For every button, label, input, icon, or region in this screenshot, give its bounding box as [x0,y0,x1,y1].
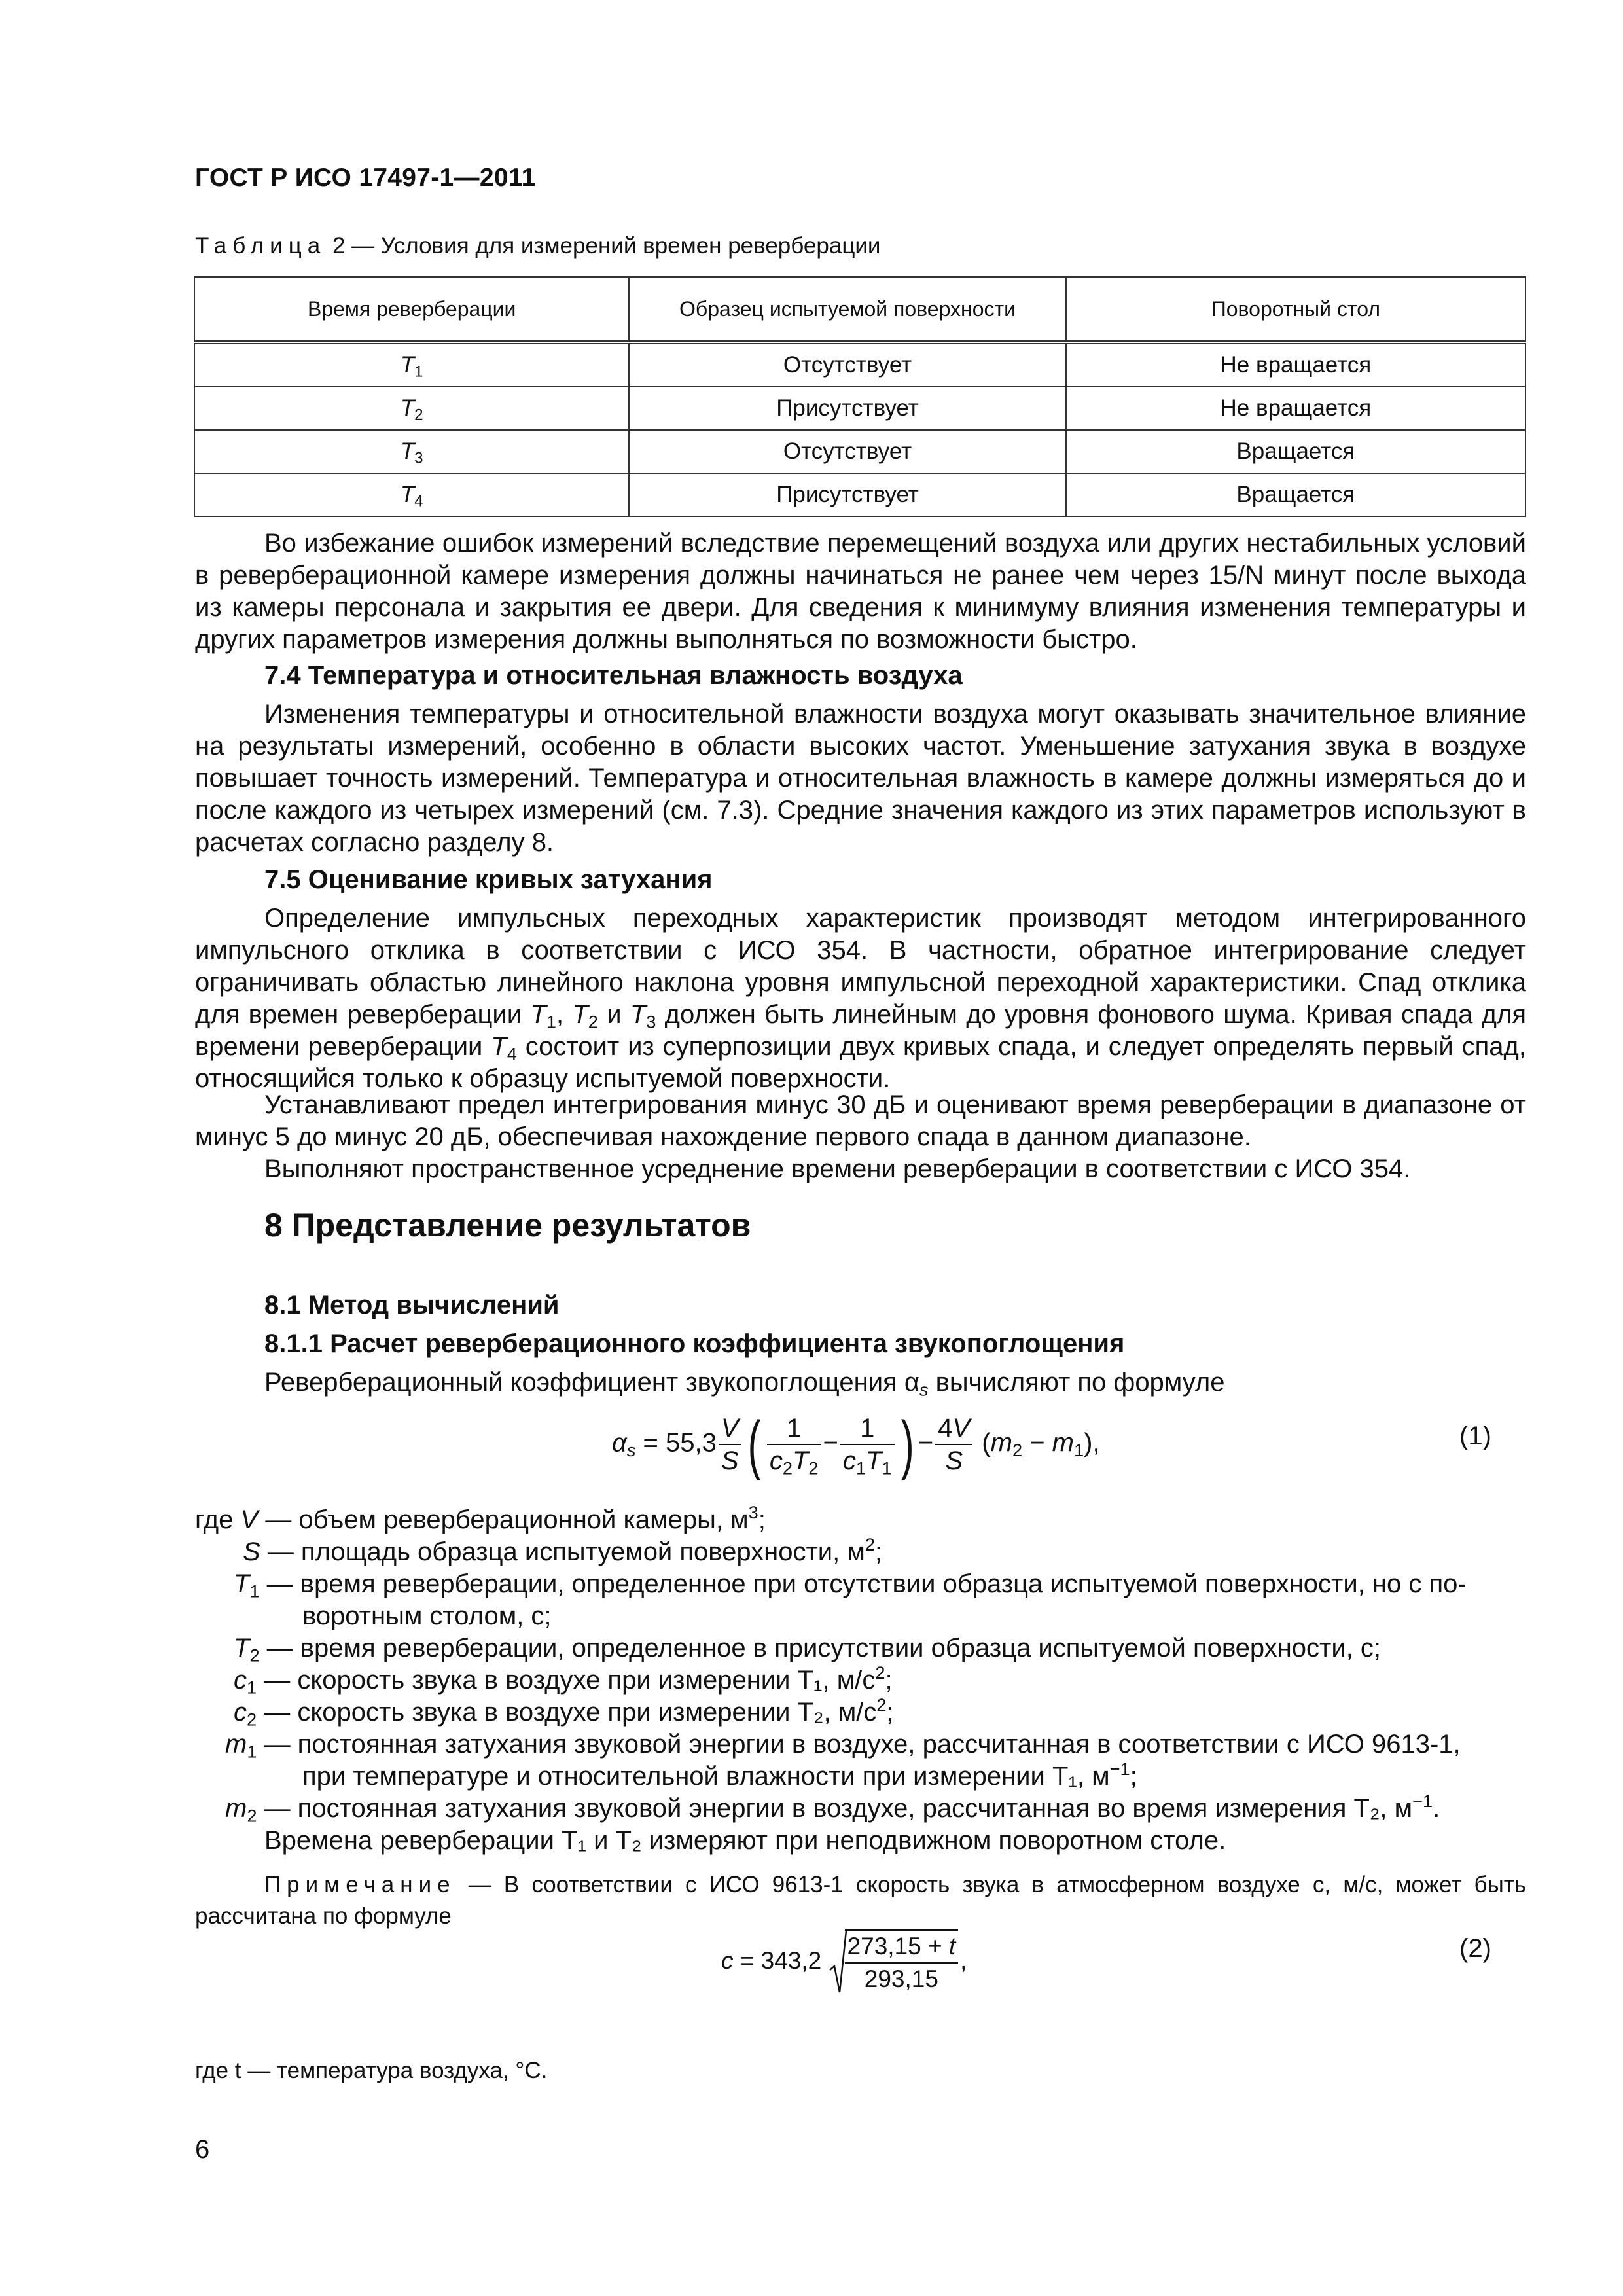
sample-cell: Присутствует [629,387,1065,430]
section-7-5-paragraph-3: Выполняют пространственное усреднение времени реверберации в соответствии с ИСО 354. [264,1155,1411,1183]
page-number: 6 [195,2135,210,2164]
air-movement-paragraph: Во избежание ошибок измерений вследствие перемещений воздуха или других нестабильных условий в реверберационной камере измерения должны начинаться не ранее чем через 15/N минут после выхода из камеры персонала и закрытия ее двери. Для сведения к минимуму влияния изменения температуры и других параметров измерения должны выполняться по возможности быстро. [195,529,1526,654]
section-8-1-heading: 8.1 Метод вычислений [264,1291,560,1319]
table-row [194,430,1525,473]
reverberation-times-statement: Времена реверберации T₁ и T₂ измеряют при неподвижном поворотном столе. [264,1826,1226,1855]
section-8-1-1-heading: 8.1.1 Расчет реверберационного коэффициента звукопоглощения [264,1329,1125,1358]
square-root-icon [829,1929,847,1995]
column-header: Поворотный стол [1066,277,1525,342]
definition-m1-continued: при температуре и относительной влажности при измерении T₁, $м^{-1}$; [302,1759,1137,1791]
table-row [194,342,1525,387]
definition-m1: $m_1$ — постоянная затухания звуковой энергии в воздухе, рассчитанная в соответствии с ИСО 9613-1, [225,1730,1461,1762]
turntable-cell: Не вращается [1066,342,1525,387]
turntable-cell: Не вращается [1066,387,1525,430]
section-7-5-heading: 7.5 Оценивание кривых затухания [264,865,713,894]
document-id-header: ГОСТ Р ИСО 17497-1—2011 [195,164,536,192]
definition-T1-continued: воротным столом, с; [302,1602,552,1630]
equation-1: $\alpha_s = 55,3$ $\frac{V}{S}$ ( $\frac{1}{c_2T_2}$ − $\frac{1}{c_1T_1}$ ) − $\frac{4V}{S}$ $(m_2 - m_1)$, [612,1408,1100,1481]
section-7-5-paragraph-2: Устанавливают предел интегрирования минус 30 дБ и оценивают время реверберации в диапазоне от минус 5 до минус 20 дБ, обеспечивая нахождение первого спада в данном диапазоне. [195,1090,1526,1151]
turntable-cell: Вращается [1066,473,1525,516]
column-header: Образец испытуемой поверхности [629,277,1065,342]
reverberation-time-cell: $T_3$ [194,430,629,473]
section-7-5-paragraph-1: Определение импульсных переходных характеристик производят методом интегрированного импульсного отклика в соответствии с ИСО 354. В частности, обратное интегрирование следует ограничивать областью линейного наклона уровня импульсной переходной характеристики. Спад отклика для времен реверберации $T_1$, $T_2$ и $T_3$ должен быть линейным до уровня фонового шума. Кривая спада для времени реверберации $T_4$ состоит из суперпозиции двух кривых спада, и следует определять первый спад, относящийся только к образцу испытуемой поверхности. [195,904,1526,1093]
formula-intro: Реверберационный коэффициент звукопоглощения $\alpha_s$ вычисляют по формуле [264,1368,1225,1400]
table-caption-word: Таблица [195,233,327,259]
turntable-cell: Вращается [1066,430,1525,473]
equation-1-number: (1) [1459,1422,1491,1450]
reverberation-time-cell: $T_4$ [194,473,629,516]
sample-cell: Присутствует [629,473,1065,516]
section-7-4-text: Изменения температуры и относительной влажности воздуха могут оказывать значительное влияние на результаты измерений, особенно в области высоких частот. Уменьшение затухания звука в воздухе повышает точность измерений. Температура и относительная влажность в камере должны измеряться до и после каждого из четырех измерений (см. 7.3). Средние значения каждого из этих параметров используют в расчетах согласно разделу 8. [195,700,1526,857]
reverberation-conditions-table [194,276,1526,517]
definition-m2: $m_2$ — постоянная затухания звуковой энергии в воздухе, рассчитанная во время измерения T₂, $м^{-1}$. [225,1791,1440,1826]
section-8-heading: 8 Представление результатов [264,1207,751,1244]
table-header-row [194,277,1525,342]
reverberation-time-cell: $T_2$ [194,387,629,430]
definition-S: S — площадь образца испытуемой поверхности, $м^2$; [243,1534,883,1566]
table-row [194,473,1525,516]
sample-cell: Отсутствует [629,430,1065,473]
reverberation-time-cell: $T_1$ [194,342,629,387]
definition-T2: $T_2$ — время реверберации, определенное в присутствии образца испытуемой поверхности, с; [234,1634,1382,1666]
variable-definitions [195,1504,1530,1871]
definition-c2: $c_2$ — скорость звука в воздухе при измерении T₂, $м/с^2$; [234,1695,894,1730]
temperature-definition: где t — температура воздуха, °C. [195,2058,548,2083]
table-caption [195,233,880,259]
equation-2: c = 343,2 $\frac{273,15 + t}{293,15}$ , [721,1929,967,1995]
note-paragraph: Примечание — В соответствии с ИСО 9613-1 скорость звука в атмосферном воздухе c, м/с, может быть рассчитана по формуле [195,1872,1526,1929]
table-caption-text: 2 — Условия для измерений времен реверберации [332,233,881,259]
definition-c1: $c_1$ — скорость звука в воздухе при измерении T₁, $м/с^2$; [234,1662,893,1698]
definition-V: где V — объем реверберационной камеры, $м^3$; [195,1502,766,1534]
sample-cell: Отсутствует [629,342,1065,387]
definition-T1: $T_1$ — время реверберации, определенное при отсутствии образца испытуемой поверхности, но с по- [234,1570,1467,1602]
section-7-4-heading: 7.4 Температура и относительная влажность воздуха [264,661,963,690]
equation-2-number: (2) [1459,1934,1491,1963]
table-row [194,387,1525,430]
column-header: Время реверберации [194,277,629,342]
